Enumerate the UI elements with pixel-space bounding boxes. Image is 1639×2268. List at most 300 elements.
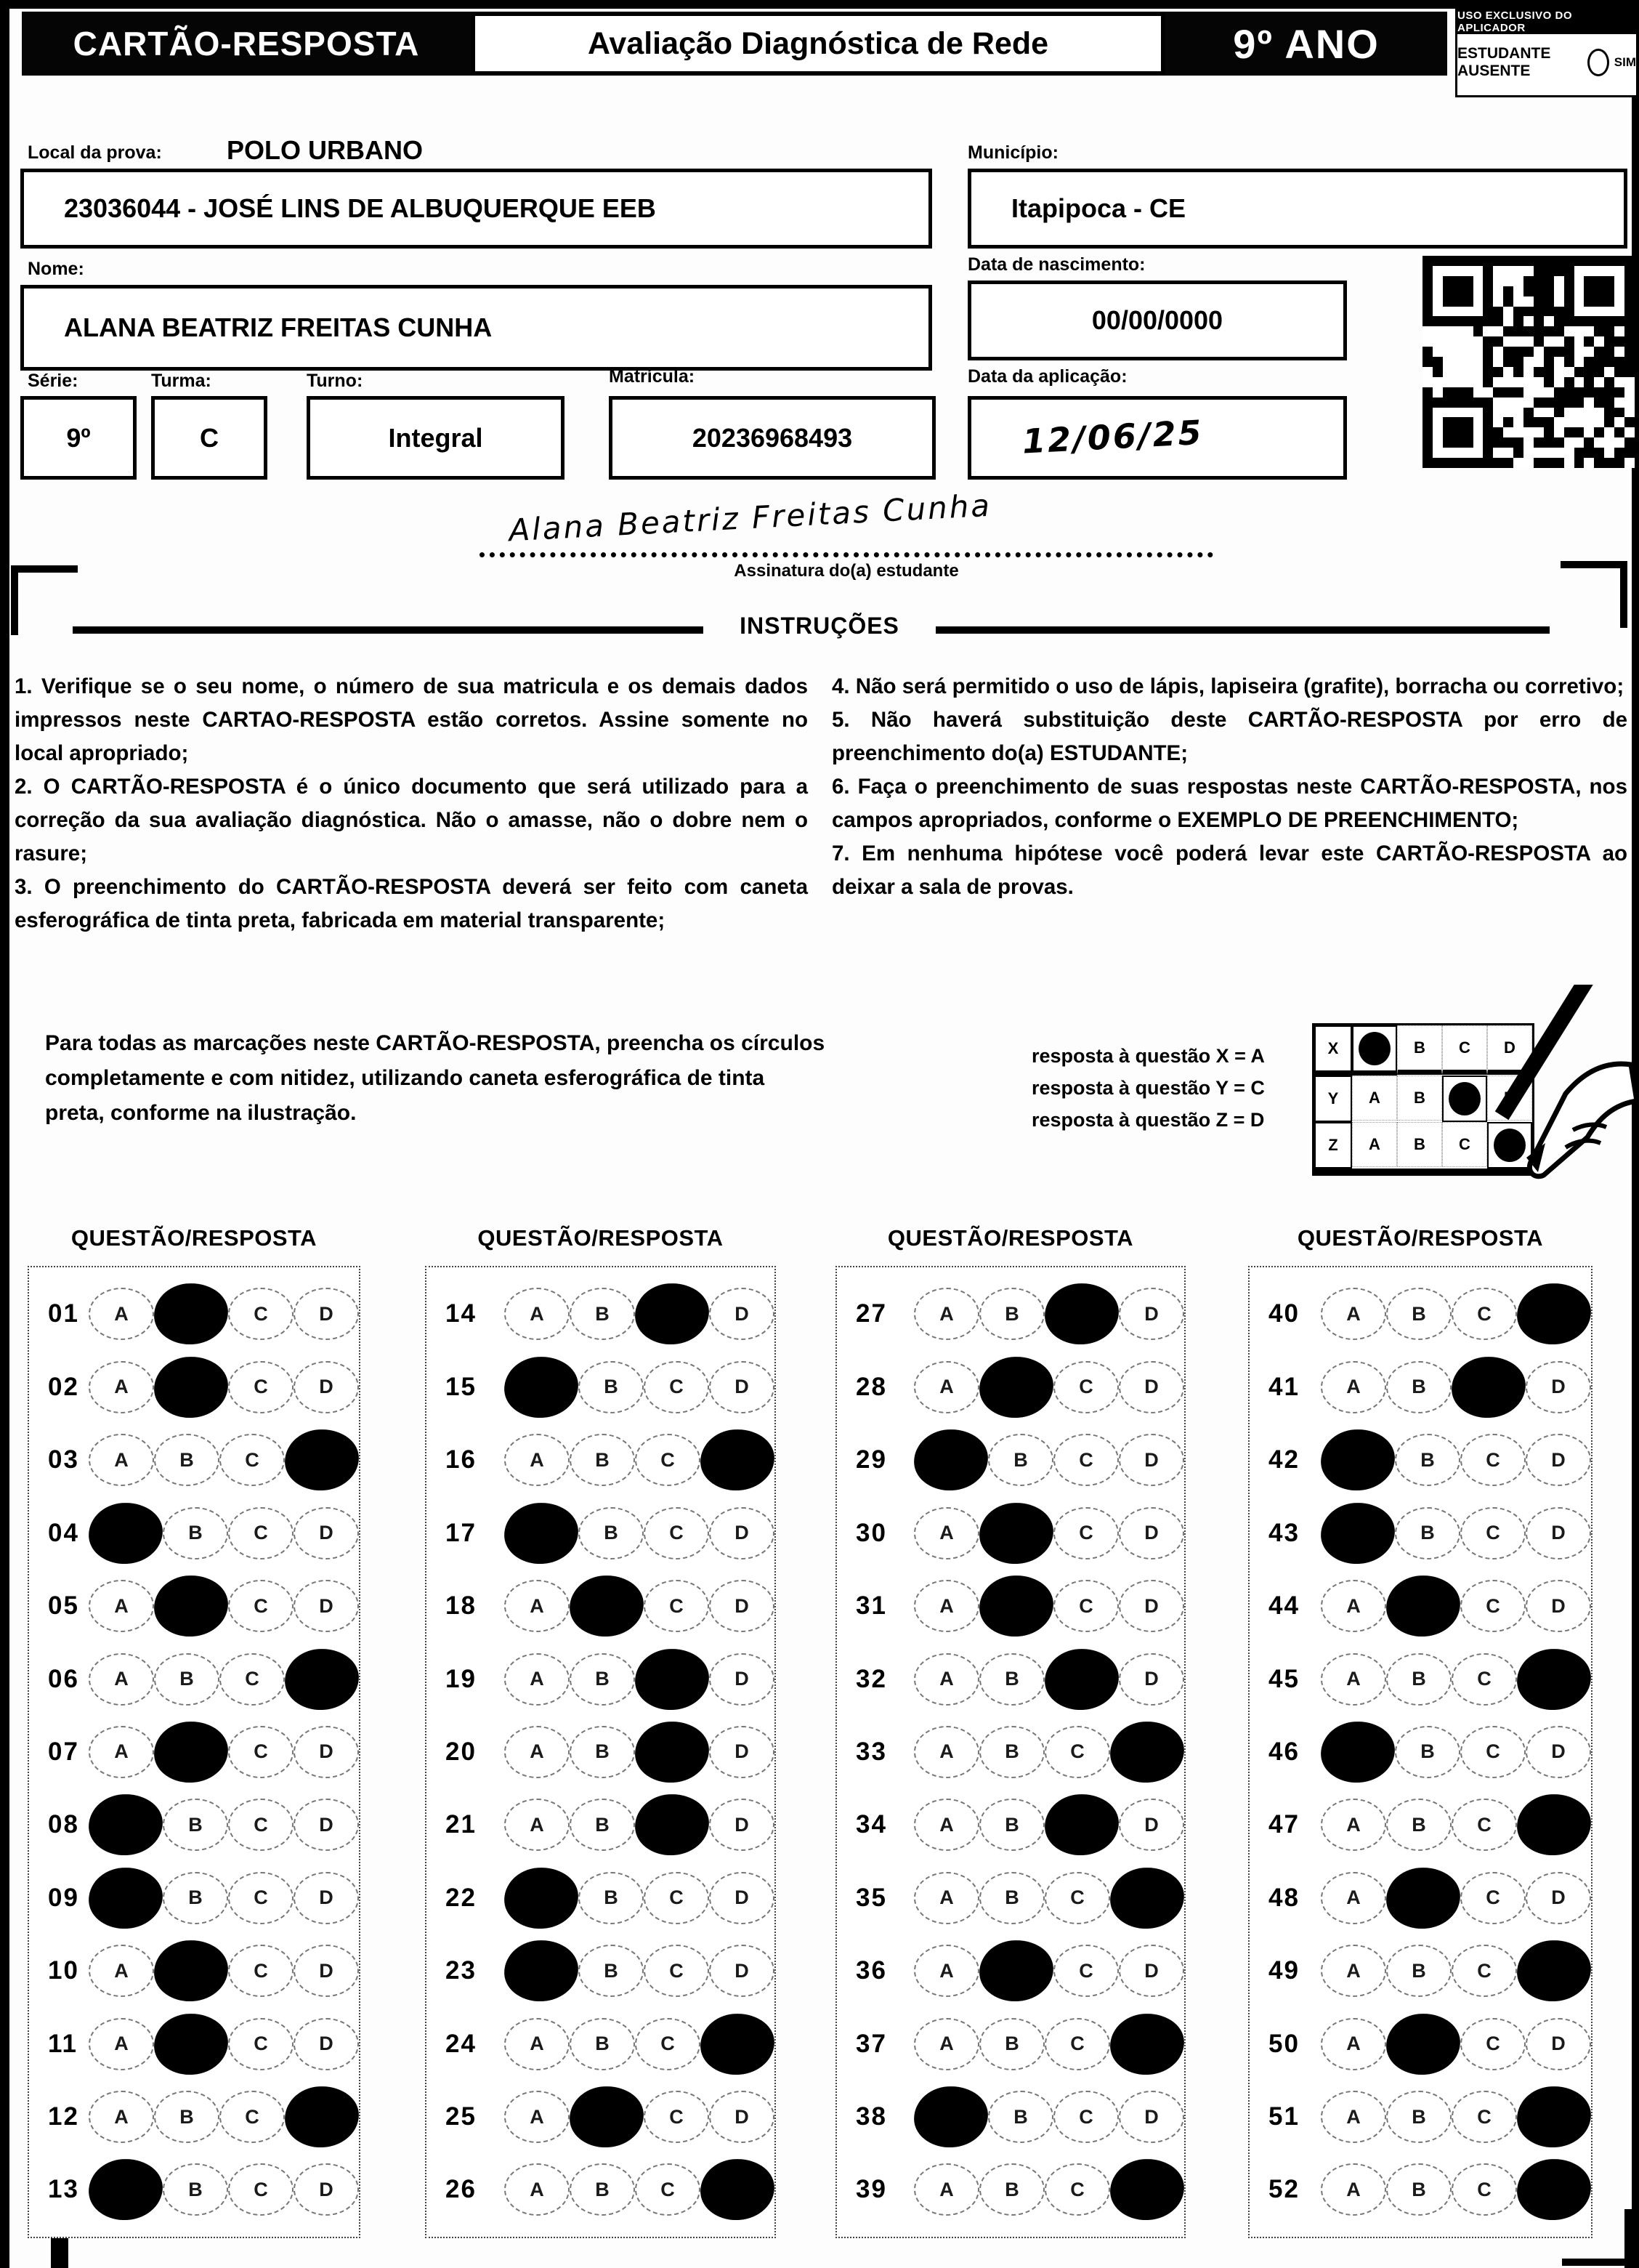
bubble-19-C[interactable] (633, 1646, 711, 1712)
bubble-23-A[interactable] (502, 1938, 580, 2004)
bubble-39-A[interactable]: A (914, 2163, 979, 2216)
question-number: 41 (1268, 1372, 1300, 1401)
bubble-47-B[interactable]: B (1386, 1799, 1452, 1851)
question-number: 37 (856, 2029, 887, 2058)
bubble-43-D[interactable]: D (1526, 1507, 1591, 1559)
bubble-34-B[interactable]: B (979, 1799, 1045, 1851)
bubble-44-A[interactable]: A (1321, 1580, 1386, 1632)
bubble-14-B[interactable]: B (570, 1288, 635, 1340)
bubble-37-D[interactable] (1108, 2011, 1186, 2077)
answer-row-45 (1250, 1649, 1591, 1710)
bubble-23-B[interactable]: B (578, 1945, 644, 1997)
bubble-19-D[interactable]: D (709, 1653, 774, 1706)
answer-row-03 (29, 1429, 359, 1490)
bubble-38-D[interactable]: D (1119, 2091, 1184, 2143)
bubble-47-C[interactable]: C (1452, 1799, 1517, 1851)
bubble-02-A[interactable]: A (89, 1361, 154, 1413)
aplicador-box (1455, 7, 1638, 97)
answer-row-17 (426, 1503, 774, 1564)
local-label: Local da prova: (28, 142, 162, 163)
bubble-27-A[interactable]: A (914, 1288, 979, 1340)
bubble-08-A[interactable] (86, 1792, 165, 1858)
bubble-10-D[interactable]: D (294, 1945, 359, 1997)
bubble-26-C[interactable]: C (635, 2163, 700, 2216)
bubble-43-C[interactable]: C (1460, 1507, 1526, 1559)
bubble-24-B[interactable]: B (570, 2018, 635, 2070)
bubble-09-D[interactable]: D (294, 1872, 359, 1924)
question-number: 44 (1268, 1591, 1300, 1621)
bubble-18-C[interactable]: C (644, 1580, 709, 1632)
bubble-10-B[interactable] (152, 1938, 230, 2004)
bubble-45-D[interactable] (1515, 1646, 1593, 1712)
question-number: 16 (445, 1445, 477, 1474)
bubble-15-A[interactable] (502, 1354, 580, 1420)
bubble-29-C[interactable]: C (1053, 1434, 1119, 1486)
bubble-19-A[interactable]: A (504, 1653, 570, 1706)
bubble-07-D[interactable]: D (294, 1726, 359, 1778)
bubble-51-D[interactable] (1515, 2084, 1593, 2150)
bubble-49-A[interactable]: A (1321, 1945, 1386, 1997)
bubble-49-B[interactable]: B (1386, 1945, 1452, 1997)
question-number: 11 (48, 2029, 78, 2058)
answer-row-31 (837, 1575, 1184, 1637)
bubble-29-D[interactable]: D (1119, 1434, 1184, 1486)
bubble-06-D[interactable] (283, 1646, 361, 1712)
turno-value: Integral (388, 422, 483, 453)
bubble-36-B[interactable] (977, 1938, 1056, 2004)
bubble-26-D[interactable] (698, 2157, 777, 2223)
question-number: 43 (1268, 1518, 1300, 1547)
bubble-26-A[interactable]: A (504, 2163, 570, 2216)
example-filled-mark (1359, 1032, 1391, 1065)
bubble-50-C[interactable]: C (1460, 2018, 1526, 2070)
bubble-13-A[interactable] (86, 2157, 165, 2223)
bubble-07-C[interactable]: C (228, 1726, 294, 1778)
example-bubble-X-B: B (1397, 1025, 1442, 1075)
bubble-12-B[interactable]: B (154, 2091, 219, 2143)
answer-row-39 (837, 2159, 1184, 2220)
bubble-45-B[interactable]: B (1386, 1653, 1452, 1706)
bubble-46-B[interactable]: B (1395, 1726, 1460, 1778)
bubble-01-B[interactable] (152, 1281, 230, 1347)
bubble-21-D[interactable]: D (709, 1799, 774, 1851)
bubble-04-A[interactable] (86, 1500, 165, 1566)
answer-row-43 (1250, 1503, 1591, 1564)
bubble-25-D[interactable]: D (709, 2091, 774, 2143)
bubble-38-B[interactable]: B (988, 2091, 1053, 2143)
question-number: 42 (1268, 1445, 1300, 1474)
bubble-45-A[interactable]: A (1321, 1653, 1386, 1706)
bubble-11-A[interactable]: A (89, 2018, 154, 2070)
question-number: 49 (1268, 1956, 1300, 1985)
bubble-08-C[interactable]: C (228, 1799, 294, 1851)
bubble-17-D[interactable]: D (709, 1507, 774, 1559)
bubble-21-B[interactable]: B (570, 1799, 635, 1851)
bubble-41-B[interactable]: B (1386, 1361, 1452, 1413)
bubble-23-D[interactable]: D (709, 1945, 774, 1997)
bubble-05-B[interactable] (152, 1573, 230, 1639)
bubble-34-D[interactable]: D (1119, 1799, 1184, 1851)
bubble-13-C[interactable]: C (228, 2163, 294, 2216)
answers-header-2: QUESTÃO/RESPOSTA (477, 1225, 724, 1251)
bubble-15-D[interactable]: D (709, 1361, 774, 1413)
municipio-value: Itapipoca - CE (1011, 193, 1186, 223)
bubble-47-D[interactable] (1515, 1792, 1593, 1858)
bubble-11-C[interactable]: C (228, 2018, 294, 2070)
answer-row-34 (837, 1794, 1184, 1855)
bubble-35-D[interactable] (1108, 1865, 1186, 1931)
answer-row-12 (29, 2086, 359, 2147)
answer-row-22 (426, 1868, 774, 1929)
bubble-49-D[interactable] (1515, 1938, 1593, 2004)
example-row-label: X (1314, 1025, 1352, 1076)
answer-row-28 (837, 1357, 1184, 1418)
bubble-01-C[interactable]: C (228, 1288, 294, 1340)
question-number: 19 (445, 1664, 477, 1693)
bubble-17-C[interactable]: C (644, 1507, 709, 1559)
bubble-25-A[interactable]: A (504, 2091, 570, 2143)
bubble-28-B[interactable] (977, 1354, 1056, 1420)
answer-row-15 (426, 1357, 774, 1418)
bubble-51-C[interactable]: C (1452, 2091, 1517, 2143)
bubble-27-C[interactable] (1043, 1281, 1121, 1347)
bubble-29-B[interactable]: B (988, 1434, 1053, 1486)
answer-row-32 (837, 1649, 1184, 1710)
bubble-30-D[interactable]: D (1119, 1507, 1184, 1559)
bubble-19-B[interactable]: B (570, 1653, 635, 1706)
bubble-09-C[interactable]: C (228, 1872, 294, 1924)
bubble-48-B[interactable] (1384, 1865, 1462, 1931)
bubble-08-D[interactable]: D (294, 1799, 359, 1851)
bubble-29-A[interactable] (912, 1427, 990, 1493)
example-legend-z: resposta à questão Z = D (1032, 1109, 1265, 1131)
question-number: 28 (856, 1372, 887, 1401)
absent-bubble[interactable] (1587, 49, 1609, 76)
question-number: 47 (1268, 1810, 1300, 1839)
bubble-35-B[interactable]: B (979, 1872, 1045, 1924)
bubble-33-B[interactable]: B (979, 1726, 1045, 1778)
answer-row-47 (1250, 1794, 1591, 1855)
bubble-36-C[interactable]: C (1053, 1945, 1119, 1997)
answer-column-2 (425, 1266, 776, 2238)
bubble-25-C[interactable]: C (644, 2091, 709, 2143)
answer-row-35 (837, 1868, 1184, 1929)
bubble-50-B[interactable] (1384, 2011, 1462, 2077)
bubble-04-C[interactable]: C (228, 1507, 294, 1559)
bubble-37-B[interactable]: B (979, 2018, 1045, 2070)
bubble-39-D[interactable] (1108, 2157, 1186, 2223)
bubble-35-C[interactable]: C (1045, 1872, 1110, 1924)
bubble-05-C[interactable]: C (228, 1580, 294, 1632)
aplicador-banner: USO EXCLUSIVO DO APLICADOR (1457, 9, 1636, 34)
bubble-45-C[interactable]: C (1452, 1653, 1517, 1706)
bubble-32-C[interactable] (1043, 1646, 1121, 1712)
bubble-50-A[interactable]: A (1321, 2018, 1386, 2070)
bubble-38-C[interactable]: C (1053, 2091, 1119, 2143)
bubble-26-B[interactable]: B (570, 2163, 635, 2216)
bubble-21-C[interactable] (633, 1792, 711, 1858)
bubble-12-A[interactable]: A (89, 2091, 154, 2143)
instruction-item: 1. Verifique se o seu nome, o número de sua matricula e os demais dados impressos neste CARTAO-RESPOSTA estão corretos. Assine somente no local apropriado; (15, 674, 808, 766)
bubble-08-B[interactable]: B (163, 1799, 228, 1851)
bubble-33-D[interactable] (1108, 1719, 1186, 1785)
grade-badge: 9º ANO (1165, 12, 1447, 76)
bubble-04-D[interactable]: D (294, 1507, 359, 1559)
bubble-32-A[interactable]: A (914, 1653, 979, 1706)
question-number: 31 (856, 1591, 887, 1621)
question-number: 04 (48, 1518, 79, 1547)
bubble-07-A[interactable]: A (89, 1726, 154, 1778)
bubble-42-A[interactable] (1319, 1427, 1397, 1493)
nascimento-box (968, 281, 1347, 360)
bubble-03-D[interactable] (283, 1427, 361, 1493)
bubble-28-D[interactable]: D (1119, 1361, 1184, 1413)
example-bubble-Z-B: B (1397, 1122, 1442, 1167)
bubble-15-B[interactable]: B (578, 1361, 644, 1413)
bubble-16-A[interactable]: A (504, 1434, 570, 1486)
example-bubble-Z-C: C (1442, 1122, 1487, 1167)
instructions-title: INSTRUÇÕES (740, 613, 899, 639)
bubble-41-C[interactable] (1449, 1354, 1528, 1420)
bubble-22-D[interactable]: D (709, 1872, 774, 1924)
matricula-label: Matrícula: (609, 366, 695, 387)
bubble-02-D[interactable]: D (294, 1361, 359, 1413)
question-number: 24 (445, 2029, 477, 2058)
bubble-28-C[interactable]: C (1053, 1361, 1119, 1413)
bubble-13-D[interactable]: D (294, 2163, 359, 2216)
question-number: 08 (48, 1810, 79, 1839)
bubble-31-D[interactable]: D (1119, 1580, 1184, 1632)
question-number: 23 (445, 1956, 477, 1985)
bubble-22-C[interactable]: C (644, 1872, 709, 1924)
bubble-32-D[interactable]: D (1119, 1653, 1184, 1706)
municipio-label: Município: (968, 142, 1059, 163)
bubble-48-D[interactable]: D (1526, 1872, 1591, 1924)
bubble-44-D[interactable]: D (1526, 1580, 1591, 1632)
bubble-42-C[interactable]: C (1460, 1434, 1526, 1486)
bubble-24-D[interactable] (698, 2011, 777, 2077)
bubble-35-A[interactable]: A (914, 1872, 979, 1924)
bubble-36-D[interactable]: D (1119, 1945, 1184, 1997)
corner-mark-bottom-left (51, 2235, 68, 2268)
bubble-40-A[interactable]: A (1321, 1288, 1386, 1340)
bubble-32-B[interactable]: B (979, 1653, 1045, 1706)
bubble-46-C[interactable]: C (1460, 1726, 1526, 1778)
bubble-30-B[interactable] (977, 1500, 1056, 1566)
bubble-34-C[interactable] (1043, 1792, 1121, 1858)
bubble-37-A[interactable]: A (914, 2018, 979, 2070)
bubble-49-C[interactable]: C (1452, 1945, 1517, 1997)
bubble-27-D[interactable]: D (1119, 1288, 1184, 1340)
answer-row-16 (426, 1429, 774, 1490)
example-row-label: Y (1314, 1076, 1352, 1122)
bubble-24-C[interactable]: C (635, 2018, 700, 2070)
answer-row-24 (426, 2014, 774, 2075)
bubble-16-C[interactable]: C (635, 1434, 700, 1486)
answer-row-44 (1250, 1575, 1591, 1637)
bubble-40-B[interactable]: B (1386, 1288, 1452, 1340)
bubble-46-A[interactable] (1319, 1719, 1397, 1785)
bubble-37-C[interactable]: C (1045, 2018, 1110, 2070)
bubble-52-B[interactable]: B (1386, 2163, 1452, 2216)
bubble-20-D[interactable]: D (709, 1726, 774, 1778)
bubble-44-B[interactable] (1384, 1573, 1462, 1639)
bubble-34-A[interactable]: A (914, 1799, 979, 1851)
bubble-06-A[interactable]: A (89, 1653, 154, 1706)
bubble-15-C[interactable]: C (644, 1361, 709, 1413)
question-number: 50 (1268, 2029, 1300, 2058)
example-bubble-Z-A: A (1352, 1122, 1397, 1167)
bubble-06-C[interactable]: C (219, 1653, 285, 1706)
bubble-01-A[interactable]: A (89, 1288, 154, 1340)
bubble-44-C[interactable]: C (1460, 1580, 1526, 1632)
answer-row-09 (29, 1868, 359, 1929)
hand-with-pen-illustration (1457, 985, 1637, 1195)
answer-row-19 (426, 1649, 774, 1710)
question-number: 14 (445, 1299, 477, 1328)
answer-row-10 (29, 1940, 359, 2001)
bubble-14-A[interactable]: A (504, 1288, 570, 1340)
question-number: 10 (48, 1956, 79, 1985)
question-number: 39 (856, 2175, 887, 2204)
question-number: 05 (48, 1591, 79, 1621)
bubble-23-C[interactable]: C (644, 1945, 709, 1997)
question-number: 18 (445, 1591, 477, 1621)
bubble-25-B[interactable] (567, 2084, 646, 2150)
bubble-27-B[interactable]: B (979, 1288, 1045, 1340)
bubble-17-B[interactable]: B (578, 1507, 644, 1559)
answer-row-51 (1250, 2086, 1591, 2147)
answer-column-3 (835, 1266, 1186, 2238)
question-number: 03 (48, 1445, 79, 1474)
bubble-24-A[interactable]: A (504, 2018, 570, 2070)
bubble-02-C[interactable]: C (228, 1361, 294, 1413)
bubble-52-A[interactable]: A (1321, 2163, 1386, 2216)
bubble-17-A[interactable] (502, 1500, 580, 1566)
question-number: 20 (445, 1737, 477, 1766)
bubble-20-C[interactable] (633, 1719, 711, 1785)
bubble-46-D[interactable]: D (1526, 1726, 1591, 1778)
bubble-22-A[interactable] (502, 1865, 580, 1931)
bubble-41-A[interactable]: A (1321, 1361, 1386, 1413)
bubble-11-D[interactable]: D (294, 2018, 359, 2070)
question-number: 12 (48, 2102, 79, 2131)
bubble-16-D[interactable] (698, 1427, 777, 1493)
signature-line[interactable] (479, 509, 1213, 557)
bubble-16-B[interactable]: B (570, 1434, 635, 1486)
bubble-22-B[interactable]: B (578, 1872, 644, 1924)
bubble-39-B[interactable]: B (979, 2163, 1045, 2216)
bubble-41-D[interactable]: D (1526, 1361, 1591, 1413)
bubble-20-A[interactable]: A (504, 1726, 570, 1778)
bubble-52-C[interactable]: C (1452, 2163, 1517, 2216)
bubble-03-B[interactable]: B (154, 1434, 219, 1486)
answer-row-49 (1250, 1940, 1591, 2001)
bubble-42-B[interactable]: B (1395, 1434, 1460, 1486)
bubble-05-A[interactable]: A (89, 1580, 154, 1632)
bubble-09-B[interactable]: B (163, 1872, 228, 1924)
bubble-31-B[interactable] (977, 1573, 1056, 1639)
bubble-03-C[interactable]: C (219, 1434, 285, 1486)
bubble-06-B[interactable]: B (154, 1653, 219, 1706)
bubble-39-C[interactable]: C (1045, 2163, 1110, 2216)
bubble-03-A[interactable]: A (89, 1434, 154, 1486)
bubble-13-B[interactable]: B (163, 2163, 228, 2216)
bubble-48-C[interactable]: C (1460, 1872, 1526, 1924)
question-number: 01 (48, 1299, 79, 1328)
bubble-07-B[interactable] (152, 1719, 230, 1785)
bubble-12-D[interactable] (283, 2084, 361, 2150)
answer-row-46 (1250, 1722, 1591, 1783)
bubble-31-C[interactable]: C (1053, 1580, 1119, 1632)
bubble-48-A[interactable]: A (1321, 1872, 1386, 1924)
bubble-10-C[interactable]: C (228, 1945, 294, 1997)
bubble-11-B[interactable] (152, 2011, 230, 2077)
bubble-30-C[interactable]: C (1053, 1507, 1119, 1559)
answer-row-36 (837, 1940, 1184, 2001)
bubble-21-A[interactable]: A (504, 1799, 570, 1851)
bubble-12-C[interactable]: C (219, 2091, 285, 2143)
bubble-30-A[interactable]: A (914, 1507, 979, 1559)
bubble-18-B[interactable] (567, 1573, 646, 1639)
aplicacao-box[interactable] (968, 396, 1347, 480)
bubble-51-A[interactable]: A (1321, 2091, 1386, 2143)
question-number: 48 (1268, 1883, 1300, 1912)
bubble-43-B[interactable]: B (1395, 1507, 1460, 1559)
bubble-14-D[interactable]: D (709, 1288, 774, 1340)
bubble-52-D[interactable] (1515, 2157, 1593, 2223)
bubble-40-C[interactable]: C (1452, 1288, 1517, 1340)
aplicacao-value-handwritten: 12/06/25 (1021, 412, 1205, 461)
bubble-42-D[interactable]: D (1526, 1434, 1591, 1486)
answer-row-01 (29, 1283, 359, 1344)
bubble-47-A[interactable]: A (1321, 1799, 1386, 1851)
bubble-01-D[interactable]: D (294, 1288, 359, 1340)
example-bubble-X-A (1352, 1025, 1397, 1076)
bubble-33-C[interactable]: C (1045, 1726, 1110, 1778)
serie-box (20, 396, 137, 480)
bubble-09-A[interactable] (86, 1865, 165, 1931)
bubble-36-A[interactable]: A (914, 1945, 979, 1997)
question-number: 02 (48, 1372, 79, 1401)
corner-mark-bottom-right (1562, 2259, 1639, 2266)
instructions-column-left (15, 670, 808, 937)
bubble-04-B[interactable]: B (163, 1507, 228, 1559)
bubble-50-D[interactable]: D (1526, 2018, 1591, 2070)
instruction-item: 4. Não será permitido o uso de lápis, lapiseira (grafite), borracha ou corretivo; (832, 674, 1624, 698)
bubble-10-A[interactable]: A (89, 1945, 154, 1997)
bubble-43-A[interactable] (1319, 1500, 1397, 1566)
bubble-05-D[interactable]: D (294, 1580, 359, 1632)
answers-header-1: QUESTÃO/RESPOSTA (70, 1225, 317, 1251)
answer-row-27 (837, 1283, 1184, 1344)
answer-row-25 (426, 2086, 774, 2147)
bubble-38-A[interactable] (912, 2084, 990, 2150)
local-value: POLO URBANO (227, 135, 423, 165)
bubble-18-A[interactable]: A (504, 1580, 570, 1632)
bubble-14-C[interactable] (633, 1281, 711, 1347)
header-strip (22, 12, 1447, 76)
bubble-33-A[interactable]: A (914, 1726, 979, 1778)
bubble-20-B[interactable]: B (570, 1726, 635, 1778)
bubble-18-D[interactable]: D (709, 1580, 774, 1632)
bubble-40-D[interactable] (1515, 1281, 1593, 1347)
bubble-02-B[interactable] (152, 1354, 230, 1420)
bubble-28-A[interactable]: A (914, 1361, 979, 1413)
bubble-51-B[interactable]: B (1386, 2091, 1452, 2143)
nome-value: ALANA BEATRIZ FREITAS CUNHA (64, 312, 493, 342)
bubble-31-A[interactable]: A (914, 1580, 979, 1632)
